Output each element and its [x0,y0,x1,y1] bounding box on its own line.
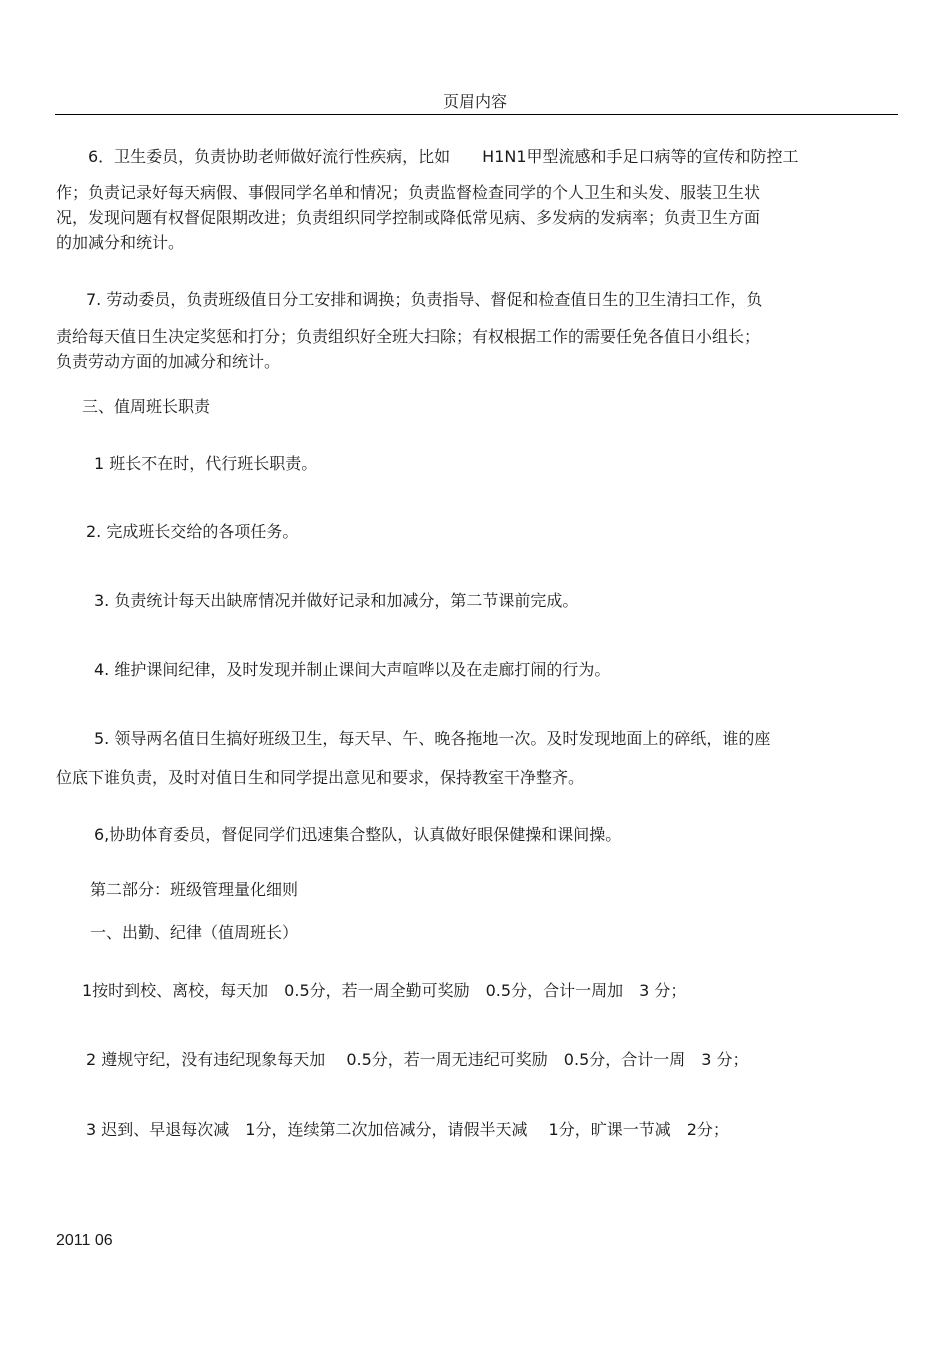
duty-item-2: 2. 完成班长交给的各项任务。 [86,522,299,541]
paragraph-6-line-1: 6．卫生委员，负责协助老师做好流行性疾病，比如 H1N1甲型流感和手足口病等的宣传和防控工 [88,147,799,166]
paragraph-7-line-3: 负责劳动方面的加减分和统计。 [56,352,281,371]
page-header-title: 页眉内容 [442,92,507,111]
paragraph-6-line-3: 况，发现问题有权督促限期改进；负责组织同学控制或降低常见病、多发病的发病率；负责卫生方面 [56,208,761,227]
section-3-heading: 三、值周班长职责 [82,397,211,416]
paragraph-7-line-2: 责给每天值日生决定奖惩和打分；负责组织好全班大扫除；有权根据工作的需要任免各值日小组长； [56,327,761,346]
duty-item-5-line-2: 位底下谁负责，及时对值日生和同学提出意见和要求，保持教室干净整齐。 [56,768,585,787]
section-1-heading: 一、出勤、纪律（值周班长） [90,923,299,942]
rule-item-3: 3 迟到、早退每次减 1分，连续第二次加倍减分，请假半天减 1分，旷课一节减 2分； [86,1120,729,1139]
rule-item-1: 1按时到校、离校，每天加 0.5分，若一周全勤可奖励 0.5分，合计一周加 3 分； [82,981,687,1000]
paragraph-6-line-2: 作；负责记录好每天病假、事假同学名单和情况；负责监督检查同学的个人卫生和头发、服装卫生状 [56,183,761,202]
header-rule [55,114,898,115]
paragraph-7-line-1: 7. 劳动委员，负责班级值日分工安排和调换；负责指导、督促和检查值日生的卫生清扫工作，负 [86,290,763,309]
paragraph-6-line-4: 的加减分和统计。 [56,233,185,252]
duty-item-3: 3. 负责统计每天出缺席情况并做好记录和加减分，第二节课前完成。 [94,591,579,610]
footer-date: 2011 06 [56,1232,113,1249]
part-2-heading: 第二部分：班级管理量化细则 [90,880,299,899]
duty-item-4: 4. 维护课间纪律，及时发现并制止课间大声喧哗以及在走廊打闹的行为。 [94,660,611,679]
duty-item-1: 1 班长不在时，代行班长职责。 [94,454,318,473]
rule-item-2: 2 遵规守纪，没有违纪现象每天加 0.5分，若一周无违纪可奖励 0.5分，合计一周 3 分； [86,1050,749,1069]
duty-item-5-line-1: 5. 领导两名值日生搞好班级卫生，每天早、午、晚各拖地一次。及时发现地面上的碎纸，谁的座 [94,729,771,748]
duty-item-6: 6,协助体育委员，督促同学们迅速集合整队，认真做好眼保健操和课间操。 [94,825,622,844]
